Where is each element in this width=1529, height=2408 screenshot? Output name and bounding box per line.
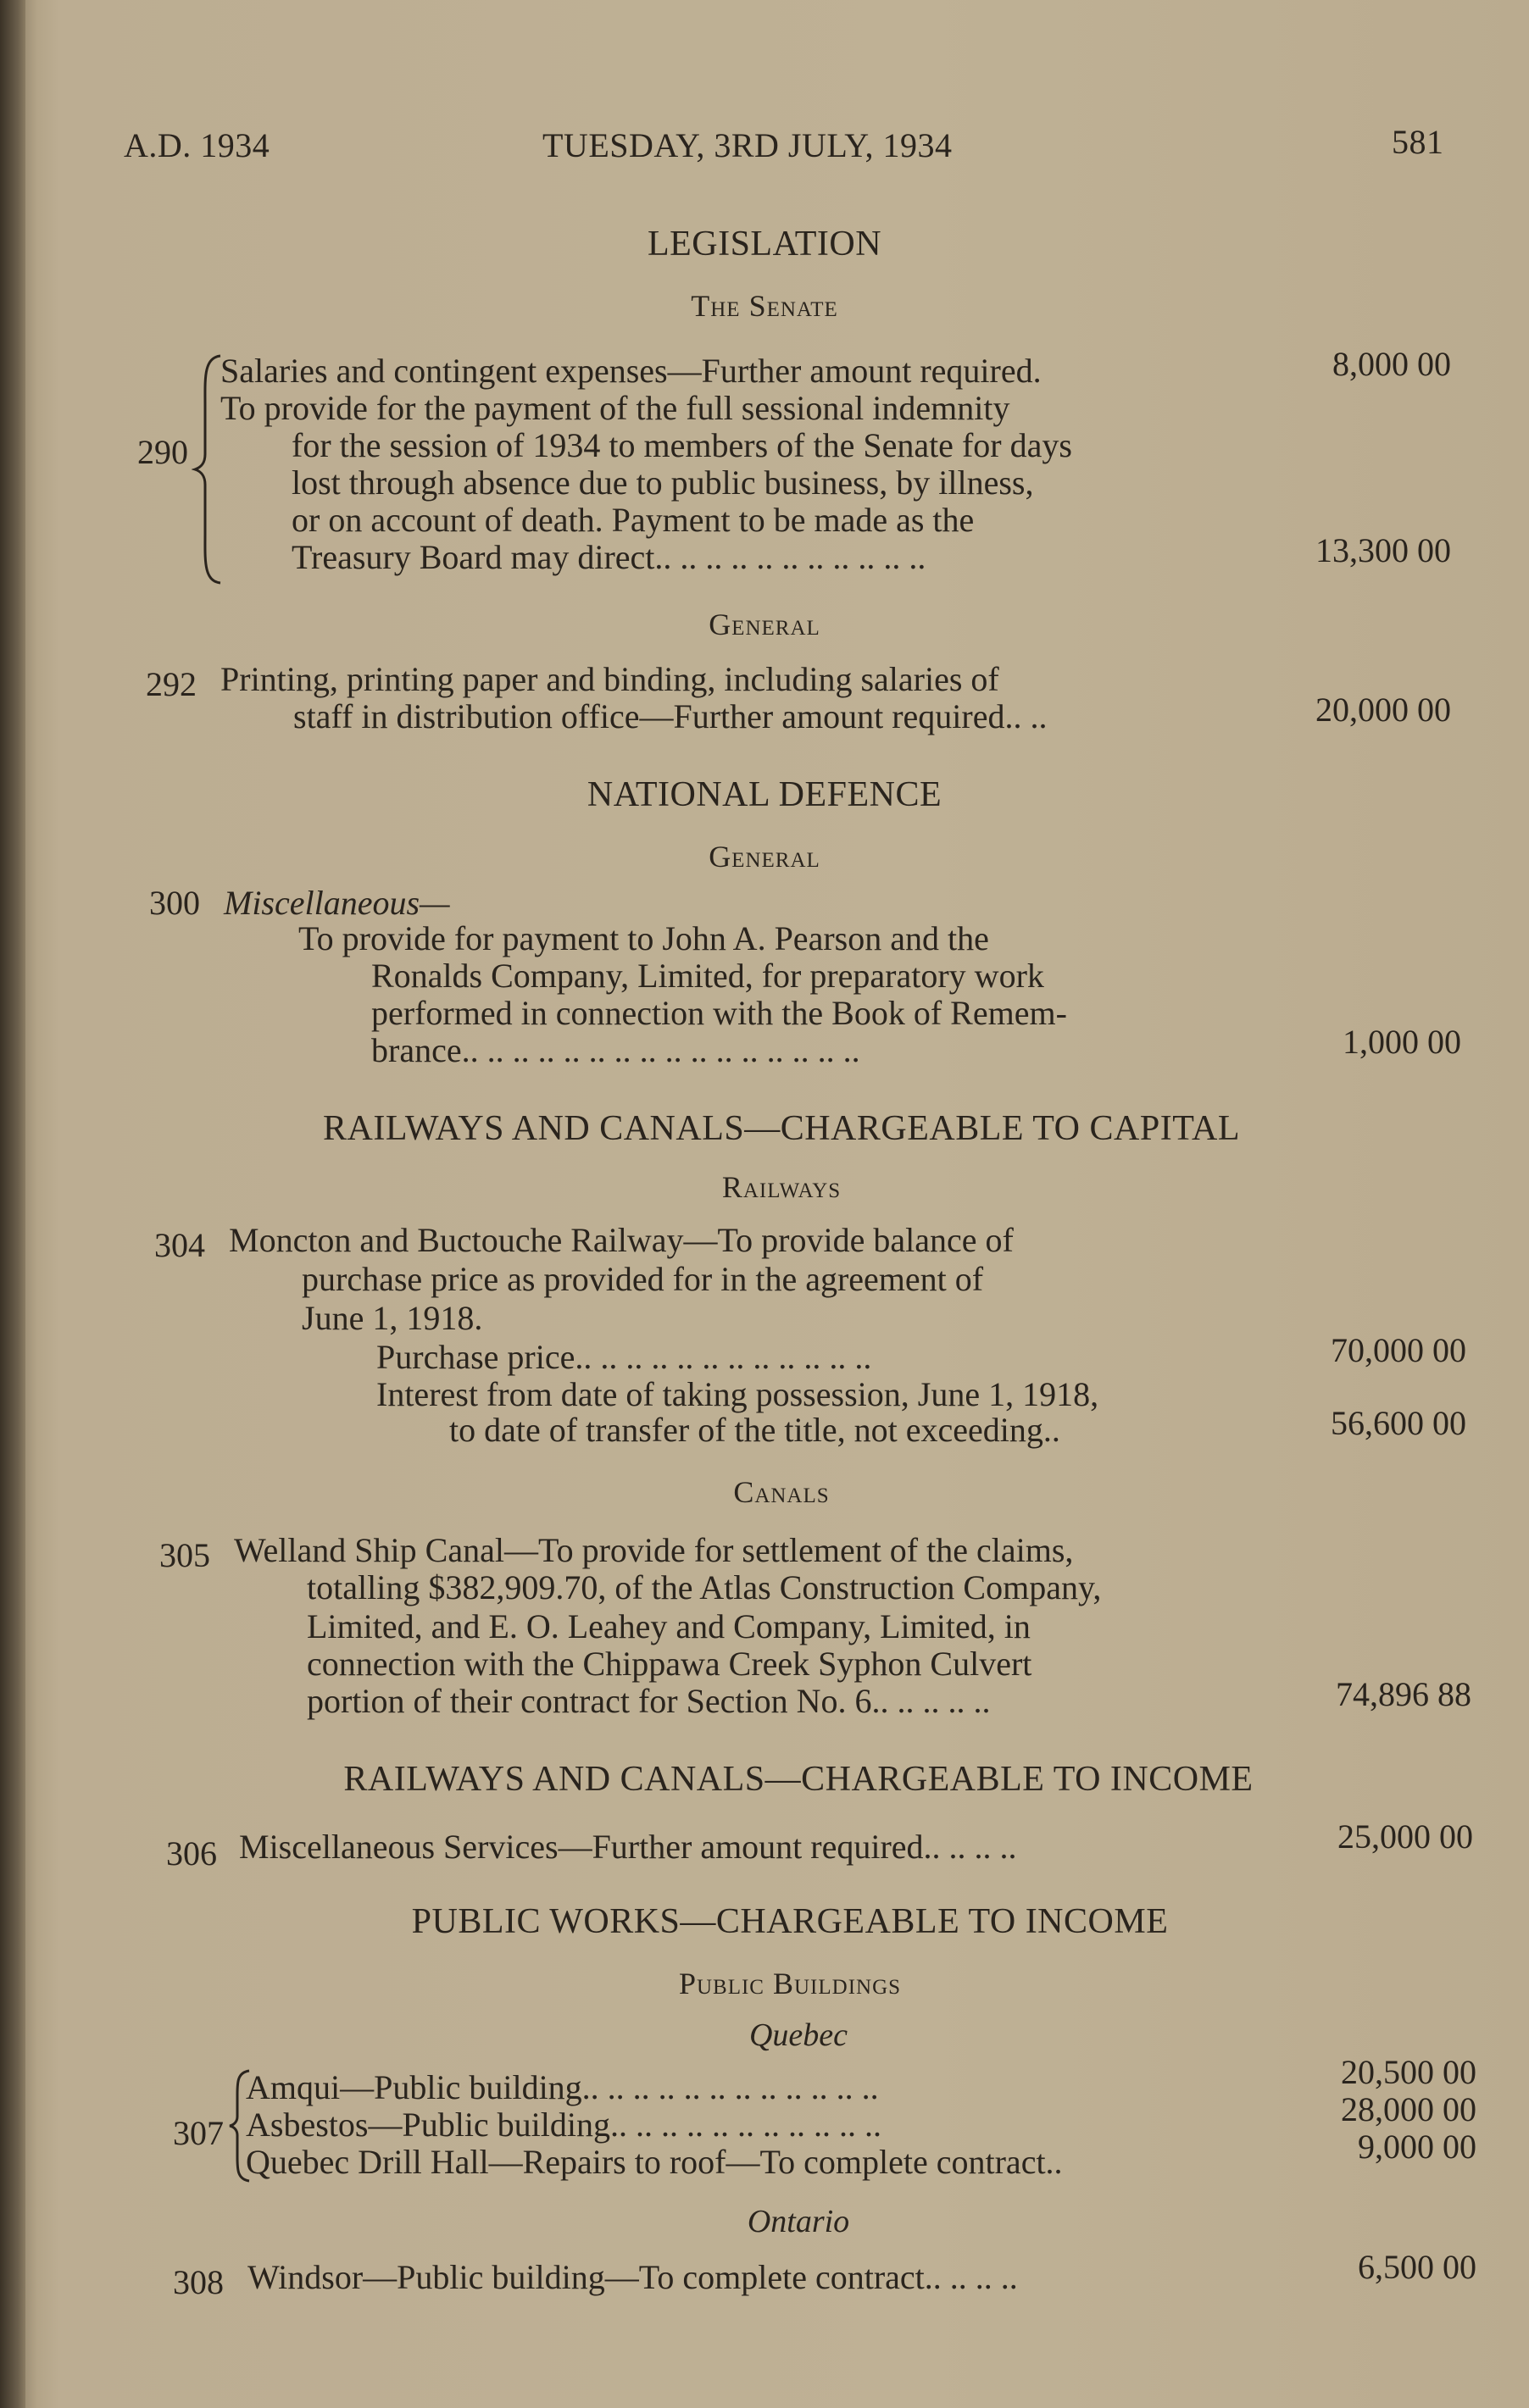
item-292-amount: 20,000 00 (1315, 691, 1451, 729)
item-290-line3: for the session of 1934 to members of the Senate for days (292, 426, 1072, 464)
item-290-line1: Salaries and contingent expenses—Further amount required. (220, 352, 1042, 390)
item-290-amount1: 8,000 00 (1332, 345, 1451, 383)
item-300-line4: performed in connection with the Book of Remem- (371, 994, 1067, 1032)
item-300-amount: 1,000 00 (1343, 1023, 1461, 1061)
item-290-line2: To provide for the payment of the full sessional indemnity (220, 389, 1010, 427)
item-305-amount: 74,896 88 (1336, 1675, 1471, 1713)
item-292-line1: Printing, printing paper and binding, including salaries of (220, 660, 999, 698)
item-307-amount3: 9,000 00 (1358, 2128, 1476, 2166)
item-305-line3: Limited, and E. O. Leahey and Company, Limited, in (307, 1607, 1031, 1645)
item-number-304: 304 (154, 1226, 205, 1264)
item-300-line1: Miscellaneous— (224, 884, 450, 922)
subsection-general-2: General (709, 840, 820, 874)
item-290-line6: Treasury Board may direct.. .. .. .. .. .. .. .. .. .. .. (292, 538, 926, 576)
item-305-line5: portion of their contract for Section No. 6.. .. .. .. .. (307, 1682, 991, 1720)
item-number-308: 308 (173, 2263, 224, 2301)
item-306-line1: Miscellaneous Services—Further amount required.. .. .. .. (239, 1828, 1017, 1866)
section-title-railways-income: RAILWAYS AND CANALS—CHARGEABLE TO INCOME (343, 1760, 1254, 1799)
item-300-line5: brance.. .. .. .. .. .. .. .. .. .. .. .. .. .. .. .. (371, 1031, 860, 1069)
item-308-amount: 6,500 00 (1358, 2248, 1476, 2286)
item-304-line4: Purchase price.. .. .. .. .. .. .. .. .. .. .. .. (376, 1338, 872, 1376)
item-304-line1: Moncton and Buctouche Railway—To provide balance of (229, 1221, 1014, 1259)
section-title-public-works: PUBLIC WORKS—CHARGEABLE TO INCOME (411, 1902, 1169, 1941)
item-304-line6: to date of transfer of the title, not exceeding.. (449, 1411, 1060, 1449)
header-left: A.D. 1934 (124, 126, 270, 164)
item-number-300: 300 (149, 884, 200, 922)
item-307-line1: Amqui—Public building.. .. .. .. .. .. .. .. .. .. .. .. (246, 2068, 879, 2106)
subsection-general-1: General (709, 608, 820, 641)
item-number-292: 292 (146, 665, 197, 703)
item-304-amount1: 70,000 00 (1331, 1331, 1466, 1369)
item-300-line2: To provide for payment to John A. Pearson and the (298, 919, 989, 957)
item-304-line5: Interest from date of taking possession, June 1, 1918, (376, 1375, 1099, 1413)
item-304-line3: June 1, 1918. (302, 1299, 483, 1337)
item-300-line3: Ronalds Company, Limited, for preparatory work (371, 957, 1044, 995)
item-304-amount2: 56,600 00 (1331, 1404, 1466, 1442)
item-number-307: 307 (173, 2114, 224, 2152)
subsection-public-buildings: Public Buildings (678, 1967, 902, 2000)
item-308-line1: Windsor—Public building—To complete contract.. .. .. .. (247, 2258, 1018, 2296)
item-307-line3: Quebec Drill Hall—Repairs to roof—To complete contract.. (246, 2143, 1063, 2181)
item-307-line2: Asbestos—Public building.. .. .. .. .. .. .. .. .. .. .. (246, 2106, 882, 2144)
item-307-amount2: 28,000 00 (1341, 2090, 1476, 2128)
province-ontario: Ontario (747, 2204, 850, 2239)
item-305-line4: connection with the Chippawa Creek Syphon Culvert (307, 1645, 1032, 1683)
item-305-line2: totalling $382,909.70, of the Atlas Construction Company, (307, 1568, 1102, 1606)
section-title-national-defence: NATIONAL DEFENCE (587, 775, 942, 814)
item-290-line5: or on account of death. Payment to be made as the (292, 501, 975, 539)
section-title-legislation: LEGISLATION (647, 225, 882, 264)
item-number-305: 305 (159, 1536, 210, 1574)
item-306-amount: 25,000 00 (1337, 1817, 1473, 1856)
header-date: TUESDAY, 3RD JULY, 1934 (542, 126, 953, 164)
item-292-line2: staff in distribution office—Further amount required.. .. (293, 697, 1048, 735)
item-290-amount2: 13,300 00 (1315, 531, 1451, 569)
item-number-306: 306 (166, 1834, 217, 1873)
item-307-amount1: 20,500 00 (1341, 2053, 1476, 2091)
item-305-line1: Welland Ship Canal—To provide for settlement of the claims, (234, 1531, 1074, 1569)
page-number: 581 (1392, 123, 1444, 161)
item-number-290: 290 (137, 433, 188, 471)
section-title-railways-capital: RAILWAYS AND CANALS—CHARGEABLE TO CAPITAL (323, 1109, 1240, 1148)
subsection-the-senate: The Senate (691, 289, 838, 323)
item-290-line4: lost through absence due to public business, by illness, (292, 463, 1034, 502)
subsection-canals: Canals (733, 1475, 830, 1509)
province-quebec: Quebec (748, 2017, 848, 2053)
item-304-line2: purchase price as provided for in the agreement of (302, 1260, 984, 1298)
subsection-railways: Railways (721, 1170, 842, 1204)
